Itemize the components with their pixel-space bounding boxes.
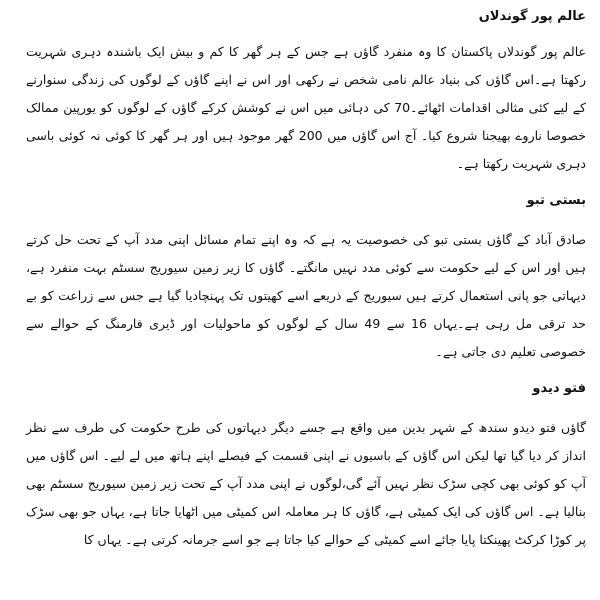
section-heading: عالم پور گوندلاں	[478, 9, 586, 24]
section-paragraph: گاؤں فتو دیدو سندھ کے شہر بدین میں واقع ہے جسے دیگر دیہاتوں کی طرح حکومت کی طرف سے نظر انداز کر دیا گیا تھا لیکن اس گاؤں کے باسیوں نے اپنی قسمت کے فیصلے اپنے ہاتھ میں لے لیے۔ اس گاؤں میں آپ کو کوئی بھی کچی سڑک نظر نہیں آئے گی،لوگوں نے اپنی مدد آپ کے تحت زیر زمین سیوریج سسٹم بھی بنالیا ہے۔ اس گاؤں کی ایک کمیٹی ہے، گاؤں کا ہر معاملہ اس کمیٹی میں اٹھایا جاتا ہے، یہاں جو بھی سڑک پر کوڑا کرکٹ پھینکتا پایا جائے اسے کمیٹی کے حوالے کیا جاتا ہے جو اسے جرمانہ کرتی ہے۔ یہاں کا	[26, 420, 586, 547]
section-heading: بستی تبو	[526, 193, 586, 208]
section-alampur-gondlan	[26, 8, 586, 178]
section-heading: فتو دیدو	[532, 381, 586, 396]
section-paragraph: صادق آباد کے گاؤں بستی تبو کی خصوصیت یہ ہے کہ وہ اپنے تمام مسائل اپنی مدد آپ کے تحت حل کرتے ہیں اور اس کے لیے حکومت سے کوئی مدد نہیں مانگتے۔ گاؤں کا زیر زمین سیوریج سسٹم بہت منفرد ہے، دیہاتی جو پانی استعمال کرتے ہیں سیوریج کے ذریعے اسے کھیتوں تک پہنچادیا گیا ہے جس سے زراعت کو بے حد ترقی مل رہی ہے۔یہاں 16 سے 49 سال کے لوگوں کو ماحولیات اور ڈیری فارمنگ کے حوالے سے خصوصی تعلیم دی جاتی ہے۔	[26, 232, 586, 359]
section-paragraph: عالم پور گوندلاں پاکستان کا وہ منفرد گاؤں ہے جس کے ہر گھر کا کم و بیش ایک باشندہ دہری شہریت رکھتا ہے۔اس گاؤں کی بنیاد عالم نامی شخص نے رکھی اور اس نے اپنے گاؤں کے لوگوں کی زندگی سنوارنے کے لیے کئی مثالی اقدامات اٹھائے۔70 کی دہائی میں اس نے کوشش کرکے گاؤں کے لوگوں کو یورپین ممالک خصوصا ناروے بھیجنا شروع کیا۔ آج اس گاؤں میں 200 گھر موجود ہیں اور ہر گھر کا کوئی نہ کوئی باسی دہری شہریت رکھتا ہے۔	[26, 44, 586, 171]
section-fatu-dedo	[26, 380, 586, 554]
article	[26, 0, 586, 554]
section-basti-tabu	[26, 192, 586, 366]
